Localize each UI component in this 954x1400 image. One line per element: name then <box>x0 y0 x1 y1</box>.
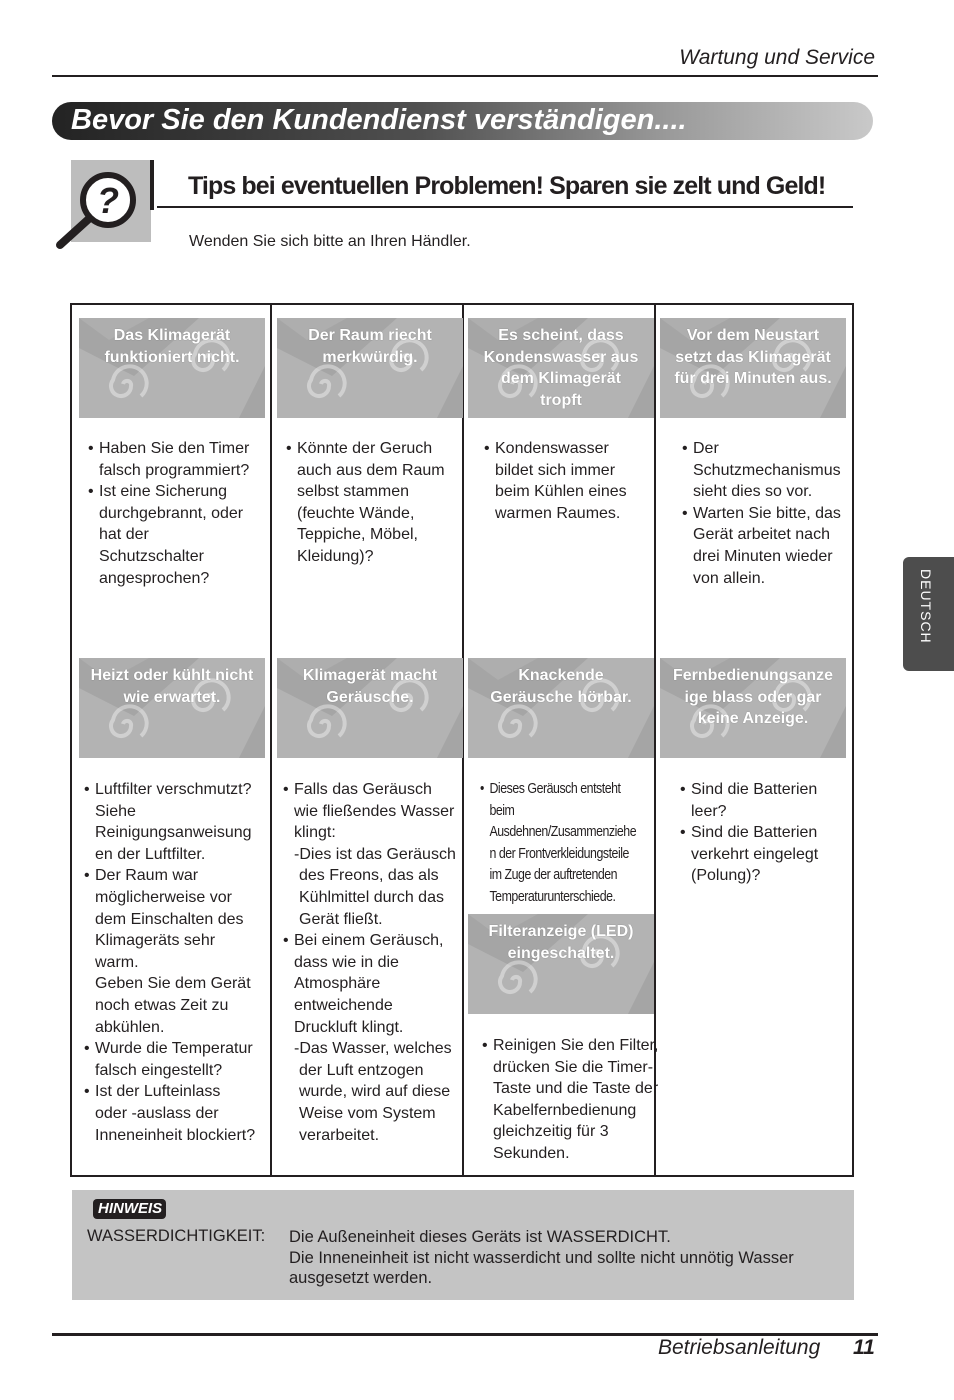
bullet-text: dass wie in die <box>294 953 399 971</box>
problem-title-line: Der Raum riecht <box>308 327 432 344</box>
bullet-text: Taste und die Taste der <box>493 1080 659 1098</box>
bullet-continuation <box>480 801 636 823</box>
solution-list <box>286 438 445 568</box>
bullet-continuation <box>286 481 445 503</box>
bullet-marker: • <box>84 1040 90 1058</box>
problem-title-line: eingeschaltet. <box>507 944 615 962</box>
note-line: Die Außeneinheit dieses Geräts ist WASSERDICHT. <box>289 1228 671 1246</box>
problem-title-line: Geräusche hörbar. <box>490 688 632 706</box>
bullet-text: Falls das Geräusch <box>294 781 432 798</box>
bullet-continuation <box>84 1103 255 1125</box>
solution-list <box>680 779 818 887</box>
bullet-text: Temperaturunterschiede. <box>489 888 616 905</box>
bullet-marker: • <box>84 867 90 885</box>
bullet-continuation <box>480 887 636 909</box>
bullet-continuation <box>283 909 456 931</box>
problem-title <box>81 665 263 708</box>
bullet-text: -Dies ist das Geräusch <box>294 845 456 863</box>
problem-title-line: Fernbedienungsanze <box>672 667 834 684</box>
bullet-text: Ist eine Sicherung <box>99 483 228 501</box>
problem-title-line: dem Klimagerät <box>500 370 622 387</box>
solution-list <box>88 438 249 589</box>
bullet-continuation <box>283 887 456 909</box>
bullet-continuation <box>682 460 841 482</box>
bullet-text: entweichende <box>294 996 393 1014</box>
bullet-text: der Luft entzogen <box>299 1061 424 1079</box>
bullet-continuation <box>480 865 636 887</box>
bullet-item <box>484 438 627 460</box>
bullet-marker: • <box>88 483 94 501</box>
bullet-text: Kleidung)? <box>297 547 374 565</box>
bullet-text: Schutzschalter <box>99 547 204 565</box>
bullet-continuation <box>484 503 627 525</box>
bullet-text: hat der <box>99 526 149 544</box>
problem-title-line: Kondenswasser aus <box>483 348 639 366</box>
bullet-text: von allein. <box>693 569 766 587</box>
bullet-text: Warten Sie bitte, das <box>693 504 841 522</box>
bullet-text: beim <box>489 802 515 819</box>
bullet-text: en der Luftfilter. <box>95 845 206 863</box>
bullet-continuation <box>283 973 456 995</box>
bullet-text: Kabelfernbedienung <box>493 1101 637 1119</box>
bullet-text: Schutzmechanismus <box>693 461 841 479</box>
bullet-continuation <box>283 822 456 844</box>
bullet-text: Kühlmittel durch das <box>299 888 444 906</box>
bullet-continuation <box>283 952 456 974</box>
bullet-continuation <box>682 481 841 503</box>
bullet-text: Gerät arbeitet nach <box>693 526 830 544</box>
bullet-text: Inneneinheit blockiert? <box>95 1126 256 1144</box>
bullet-marker: • <box>682 504 688 522</box>
problem-title <box>279 665 461 708</box>
bullet-text: klingt: <box>294 824 336 842</box>
bullet-text: abkühlen. <box>95 1018 165 1036</box>
bullet-text: n der Frontverkleidungsteile <box>489 845 629 862</box>
bullet-text: verarbeitet. <box>299 1126 380 1144</box>
tips-title: Tips bei eventuellen Problemen! Sparen sie zelt und Geld! <box>188 172 826 200</box>
note-line: Die Inneneinheit ist nicht wasserdicht und sollte nicht unnötig Wasser <box>289 1248 794 1267</box>
bullet-text: falsch programmiert? <box>99 461 250 479</box>
bullet-text: (feuchte Wände, <box>297 504 415 522</box>
note-key: WASSERDICHTIGKEIT: <box>87 1227 266 1245</box>
problem-tile <box>79 658 265 758</box>
bullet-text: noch etwas Zeit zu <box>95 996 229 1014</box>
bullet-continuation <box>283 1017 456 1039</box>
bullet-continuation <box>84 844 255 866</box>
problem-tile <box>79 318 265 418</box>
page-number: 11 <box>853 1336 875 1359</box>
bullet-continuation <box>84 973 255 995</box>
note-badge: HINWEIS <box>93 1199 166 1219</box>
problem-tile <box>660 318 846 418</box>
bullet-continuation <box>283 995 456 1017</box>
bullet-marker: • <box>286 440 292 457</box>
bullet-text: dem Einschalten des <box>95 910 244 928</box>
bullet-text: Teppiche, Möbel, <box>297 526 418 544</box>
bullet-text: Atmosphäre <box>294 975 381 993</box>
bullet-text: Bei einem Geräusch, <box>294 932 444 950</box>
bullet-continuation <box>84 952 255 974</box>
bullet-text: Luftfilter verschmutzt? <box>95 781 252 798</box>
magnifier-question-icon <box>54 160 154 252</box>
bullet-continuation <box>84 930 255 952</box>
bullet-item <box>84 865 255 887</box>
bullet-continuation <box>680 844 818 866</box>
bullet-continuation <box>482 1078 658 1100</box>
bullet-continuation <box>88 503 249 525</box>
bullet-text: Ist der Lufteinlass <box>95 1083 221 1101</box>
bullet-text: wurde, wird auf diese <box>299 1083 451 1101</box>
bullet-text: Ausdehnen/Zusammenziehe <box>489 824 637 841</box>
bullet-item <box>286 438 445 460</box>
bullet-continuation <box>283 865 456 887</box>
bullet-text: warmen Raumes. <box>495 504 621 522</box>
problem-tile <box>468 318 654 418</box>
bullet-marker: • <box>88 440 94 457</box>
problem-title <box>279 325 461 368</box>
bullet-text: drücken Sie die Timer- <box>493 1058 654 1076</box>
bullet-text: Kondenswasser <box>495 440 609 457</box>
banner-title: Bevor Sie den Kundendienst verständigen.... <box>71 104 687 136</box>
bullet-marker: • <box>480 781 484 797</box>
bullet-continuation <box>84 909 255 931</box>
solution-list <box>480 779 662 909</box>
bullet-text: bildet sich immer <box>495 461 616 479</box>
note-line: ausgesetzt werden. <box>289 1269 433 1287</box>
bullet-text: Siehe <box>95 802 136 820</box>
bullet-text: Könnte der Geruch <box>297 440 433 457</box>
problem-title-line: ige blass oder gar <box>684 688 822 706</box>
problem-title-line: Heizt oder kühlt nicht <box>90 667 254 684</box>
bullet-text: Der <box>693 440 719 457</box>
problem-title-line: Es scheint, dass <box>498 327 624 344</box>
bullet-text: drei Minuten wieder <box>693 547 833 565</box>
bullet-continuation <box>484 460 627 482</box>
bullet-text: beim Kühlen eines <box>495 483 627 501</box>
bullet-item <box>680 822 818 844</box>
bullet-text: Sekunden. <box>493 1144 570 1162</box>
bullet-text: auch aus dem Raum <box>297 461 445 479</box>
bullet-text: Sind die Batterien <box>691 824 818 842</box>
bullet-continuation <box>84 1017 255 1039</box>
problem-title-line: Knackende <box>518 667 604 684</box>
problem-title <box>81 325 263 368</box>
bullet-text: verkehrt eingelegt <box>691 845 819 863</box>
bullet-continuation <box>84 1060 255 1082</box>
bullet-continuation <box>84 995 255 1017</box>
bullet-text: Sind die Batterien <box>691 781 818 798</box>
bullet-item <box>84 1081 255 1103</box>
subtitle: Wenden Sie sich bitte an Ihren Händler. <box>189 233 471 250</box>
bullet-text: angesprochen? <box>99 569 210 587</box>
bullet-item <box>283 779 456 801</box>
bullet-text: Reinigungsanweisung <box>95 824 252 842</box>
bullet-item <box>680 779 818 801</box>
bullet-text: Wurde die Temperatur <box>95 1040 253 1058</box>
bullet-continuation <box>286 524 445 546</box>
bullet-text: des Freons, das als <box>299 867 439 885</box>
banner <box>52 102 873 140</box>
problem-title-line: merkwürdig. <box>322 348 418 366</box>
section-label: Wartung und Service <box>679 46 875 69</box>
problem-title-line: Klimagerät macht <box>302 667 438 684</box>
bullet-marker: • <box>84 781 90 798</box>
bullet-item <box>84 779 255 801</box>
bullet-continuation <box>482 1143 658 1165</box>
bullet-text: leer? <box>691 802 727 820</box>
bullet-text: möglicherweise vor <box>95 888 232 906</box>
bullet-item <box>682 503 841 525</box>
bullet-continuation <box>84 801 255 823</box>
bullet-text: Klimageräts sehr <box>95 932 216 950</box>
bullet-continuation <box>283 844 456 866</box>
bullet-text: wie fließendes Wasser <box>294 802 455 820</box>
bullet-item <box>482 1035 658 1057</box>
solution-list <box>84 779 255 1146</box>
problem-title-line: setzt das Klimagerät <box>675 348 831 366</box>
bullet-text: oder -auslass der <box>95 1104 219 1122</box>
bullet-item <box>88 438 249 460</box>
bullet-marker: • <box>680 781 686 798</box>
bullet-continuation <box>480 822 636 844</box>
bullet-item <box>88 481 249 503</box>
bullet-continuation <box>84 822 255 844</box>
problem-tile <box>277 658 463 758</box>
solution-list <box>484 438 627 524</box>
bullet-continuation <box>680 801 818 823</box>
bullet-continuation <box>680 865 818 887</box>
bullet-continuation <box>88 460 249 482</box>
problem-title <box>470 325 652 411</box>
bullet-continuation <box>682 546 841 568</box>
problem-title-line: Das Klimagerät <box>113 327 231 344</box>
bullet-item <box>84 1038 255 1060</box>
bullet-continuation <box>283 1125 456 1147</box>
problem-title <box>662 665 844 730</box>
bullet-text: sieht dies so vor. <box>693 483 813 501</box>
bullet-continuation <box>283 801 456 823</box>
bullet-marker: • <box>283 781 289 798</box>
bullet-text: Haben Sie den Timer <box>99 440 250 457</box>
bullet-text: Reinigen Sie den Filter, <box>493 1037 659 1054</box>
bullet-continuation <box>88 524 249 546</box>
bullet-text: Weise vom System <box>299 1104 436 1122</box>
problem-title <box>470 665 652 708</box>
bullet-text: Dieses Geräusch entsteht <box>489 781 621 797</box>
bullet-marker: • <box>680 824 686 842</box>
bullet-continuation <box>482 1100 658 1122</box>
problem-title-line: tropft <box>540 391 582 409</box>
bullet-continuation <box>482 1057 658 1079</box>
bullet-marker: • <box>484 440 490 457</box>
bullet-continuation <box>283 1103 456 1125</box>
bullet-text: warm. <box>95 953 139 971</box>
problem-title-line: keine Anzeige. <box>697 710 809 727</box>
solution-list <box>482 1035 658 1165</box>
bullet-continuation <box>88 568 249 590</box>
bullet-item <box>283 930 456 952</box>
bullet-continuation <box>286 503 445 525</box>
language-tab <box>903 557 954 671</box>
problem-title-line: Vor dem Neustart <box>686 327 820 344</box>
bullet-continuation <box>482 1121 658 1143</box>
bullet-text: -Das Wasser, welches <box>294 1040 452 1058</box>
bullet-marker: • <box>482 1037 488 1054</box>
bullet-marker: • <box>682 440 688 457</box>
bullet-continuation <box>84 1125 255 1147</box>
bullet-continuation <box>84 887 255 909</box>
problem-title-line: wie erwartet. <box>123 688 221 706</box>
bullet-text: falsch eingestellt? <box>95 1061 223 1079</box>
bullet-text: im Zuge der auftretenden <box>489 867 618 884</box>
problem-tile <box>468 914 654 1014</box>
footer-title: Betriebsanleitung <box>658 1336 821 1359</box>
problem-title-line: Filteranzeige (LED) <box>488 923 634 940</box>
bullet-text: selbst stammen <box>297 483 410 501</box>
bullet-continuation <box>283 1060 456 1082</box>
bullet-item <box>682 438 841 460</box>
bullet-marker: • <box>84 1083 90 1101</box>
bullet-text: Geben Sie dem Gerät <box>95 975 251 993</box>
problem-tile <box>468 658 654 758</box>
header-rule <box>52 75 878 77</box>
tips-rule <box>157 206 853 208</box>
bullet-item <box>480 779 636 801</box>
problem-title-line: funktioniert nicht. <box>104 348 240 366</box>
language-tab-label: DEUTSCH <box>918 569 934 644</box>
bullet-continuation <box>88 546 249 568</box>
bullet-text: Druckluft klingt. <box>294 1018 404 1036</box>
bullet-continuation <box>286 460 445 482</box>
problem-title <box>470 921 652 964</box>
svg-text:?: ? <box>97 180 119 221</box>
bullet-text: Gerät fließt. <box>299 910 383 928</box>
solution-list <box>283 779 456 1146</box>
bullet-continuation <box>682 524 841 546</box>
note-box <box>72 1190 854 1300</box>
bullet-text: Der Raum war <box>95 867 199 885</box>
bullet-text: (Polung)? <box>691 867 761 885</box>
column-divider <box>270 303 272 1177</box>
bullet-continuation <box>283 1081 456 1103</box>
bullet-continuation <box>283 1038 456 1060</box>
bullet-marker: • <box>283 932 289 950</box>
problem-tile <box>660 658 846 758</box>
problem-title-line: für drei Minuten aus. <box>674 370 832 387</box>
problem-title <box>662 325 844 390</box>
problem-title-line: Geräusche. <box>326 688 414 706</box>
problem-tile <box>277 318 463 418</box>
bullet-continuation <box>286 546 445 568</box>
bullet-continuation <box>480 844 636 866</box>
bullet-continuation <box>682 568 841 590</box>
bullet-continuation <box>484 481 627 503</box>
solution-list <box>682 438 841 589</box>
bullet-text: gleichzeitig für 3 <box>493 1123 609 1141</box>
bullet-text: durchgebrannt, oder <box>99 504 244 522</box>
note-text <box>289 1227 794 1289</box>
